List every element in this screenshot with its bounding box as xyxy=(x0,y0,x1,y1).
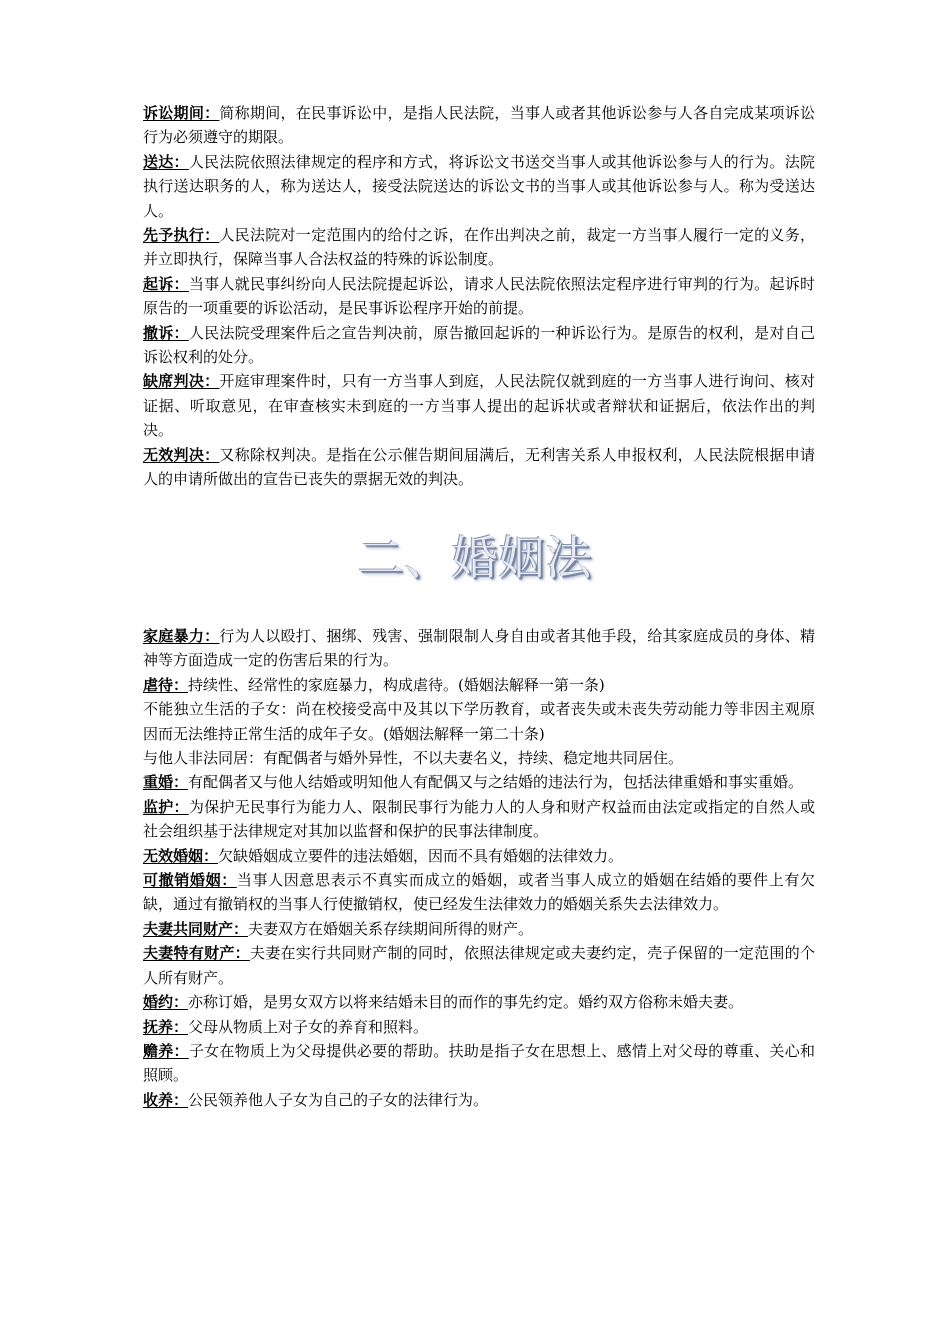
definition-entry xyxy=(143,941,815,990)
definition-text: 开庭审理案件时，只有一方当事人到庭，人民法院仅就到庭的一方当事人进行询问、核对证据、听取意见，在审查核实未到庭的一方当事人提出的起诉状或者辩状和证据后，依法作出的判决。 xyxy=(143,372,815,440)
definition-term: 缺席判决： xyxy=(143,372,220,391)
definition-entry xyxy=(143,990,815,1014)
definition-term: 夫妻共同财产： xyxy=(143,919,249,938)
definition-text: 简称期间，在民事诉讼中，是指人民法院，当事人或者其他诉讼参与人各自完成某项诉讼行为必须遵守的期限。 xyxy=(143,104,815,147)
definition-entry xyxy=(143,1088,815,1112)
definition-term: 抚养： xyxy=(143,1017,189,1036)
definition-entry xyxy=(143,917,815,941)
definition-entry xyxy=(143,673,815,697)
definition-term: 起诉： xyxy=(143,274,189,293)
definition-text: 公民领养他人子女为自己的子女的法律行为。 xyxy=(188,1090,489,1109)
definition-term: 先予执行： xyxy=(143,226,220,245)
definition-entry xyxy=(143,868,815,917)
definition-text: 人民法院对一定范围内的给付之诉，在作出判决之前，裁定一方当事人履行一定的义务，并立即执行，保障当事人合法权益的特殊的诉讼制度。 xyxy=(143,226,815,269)
definition-text: 父母从物质上对子女的养育和照料。 xyxy=(188,1017,429,1036)
definition-term: 监护： xyxy=(143,797,189,816)
definition-text: 为保护无民事行为能力人、限制民事行为能力人的人身和财产权益而由法定或指定的自然人或社会组织基于法律规定对其加以监督和保护的民事法律制度。 xyxy=(143,797,815,841)
definition-term: 重婚： xyxy=(143,773,189,792)
definition-term: 送达： xyxy=(143,152,189,171)
definition-text: 人民法院受理案件后之宣告判决前，原告撤回起诉的一种诉讼行为。是原告的权利，是对自己诉讼权利的处分。 xyxy=(143,323,815,367)
definition-entry xyxy=(143,624,815,673)
definition-text: 子女在物质上为父母提供必要的帮助。扶助是指子女在思想上、感情上对父母的尊重、关心和照顾。 xyxy=(143,1041,815,1085)
definition-term: 无效判决： xyxy=(143,445,220,464)
definition-term: 家庭暴力： xyxy=(143,627,220,645)
definition-entry xyxy=(143,746,815,770)
definition-term: 诉讼期间： xyxy=(143,104,220,122)
definition-term: 虐待： xyxy=(143,675,189,694)
definition-entry xyxy=(143,770,815,794)
definition-term: 夫妻特有财产： xyxy=(143,944,250,963)
definition-term: 收养： xyxy=(143,1090,189,1109)
definition-entry xyxy=(143,844,815,868)
definition-term: 赡养： xyxy=(143,1041,189,1060)
definition-entry xyxy=(143,369,815,442)
definition-term: 可撤销婚姻： xyxy=(143,871,237,890)
definition-entry xyxy=(143,697,815,746)
definition-term: 无效婚姻： xyxy=(143,846,219,865)
definition-text: 又称除权判决。是指在公示催告期间届满后，无利害关系人申报权利，人民法院根据申请人的申请所做出的宣告已丧失的票据无效的判决。 xyxy=(143,445,815,489)
definition-text: 人民法院依照法律规定的程序和方式，将诉讼文书送交当事人或其他诉讼参与人的行为。法院执行送达职务的人，称为送达人，接受法院送达的诉讼文书的当事人或其他诉讼参与人。称为受送达人。 xyxy=(143,152,815,220)
definition-text: 与他人非法同居：有配偶者与婚外异性，不以夫妻名义，持续、稳定地共同居住。 xyxy=(143,749,684,768)
definition-text: 当事人就民事纠纷向人民法院提起诉讼，请求人民法院依照法定程序进行审判的行为。起诉时原告的一项重要的诉讼活动，是民事诉讼程序开始的前提。 xyxy=(143,274,815,318)
definition-text: 有配偶者又与他人结婚或明知他人有配偶又与之结婚的违法行为，包括法律重婚和事实重婚。 xyxy=(188,773,804,792)
definition-entry xyxy=(143,101,815,150)
definition-entry xyxy=(143,272,815,321)
definition-text: 当事人因意思表示不真实而成立的婚姻，或者当事人成立的婚姻在结婚的要件上有欠缺，通过有撤销权的当事人行使撤销权，使已经发生法律效力的婚姻关系失去法律效力。 xyxy=(143,871,815,914)
definition-entry xyxy=(143,1039,815,1088)
definition-entry xyxy=(143,443,815,492)
definition-term: 撤诉： xyxy=(143,323,189,342)
definition-term: 婚约： xyxy=(143,993,189,1012)
definition-text: 夫妻在实行共同财产制的同时，依照法律规定或夫妻约定，壳子保留的一定范围的个人所有财产。 xyxy=(143,944,815,987)
definition-text: 行为人以殴打、捆绑、残害、强制限制人身自由或者其他手段，给其家庭成员的身体、精神等方面造成一定的伤害后果的行为。 xyxy=(143,627,815,670)
definition-entry xyxy=(143,150,815,223)
section-heading-marriage-law: 二、婚姻法 xyxy=(357,531,593,585)
definition-text: 欠缺婚姻成立要件的违法婚姻，因而不具有婚姻的法律效力。 xyxy=(218,846,624,865)
section-marriage-law-terms xyxy=(143,624,815,1112)
definition-text: 亦称订婚，是男女双方以将来结婚未目的而作的事先约定。婚约双方俗称未婚夫妻。 xyxy=(188,993,744,1012)
definition-entry xyxy=(143,321,815,370)
definition-text: 不能独立生活的子女：尚在校接受高中及其以下学历教育，或者丧失或未丧失劳动能力等非因主观原因而无法维持正常生活的成年子女。(婚姻法解释一第二十条) xyxy=(143,700,815,743)
definition-entry xyxy=(143,795,815,844)
section-civil-procedure-terms xyxy=(143,101,815,492)
definition-entry xyxy=(143,1015,815,1039)
definition-text: 夫妻双方在婚姻关系存续期间所得的财产。 xyxy=(248,919,534,938)
definition-text: 持续性、经常性的家庭暴力，构成虐待。(婚姻法解释一第一条) xyxy=(188,675,605,694)
definition-entry xyxy=(143,223,815,272)
